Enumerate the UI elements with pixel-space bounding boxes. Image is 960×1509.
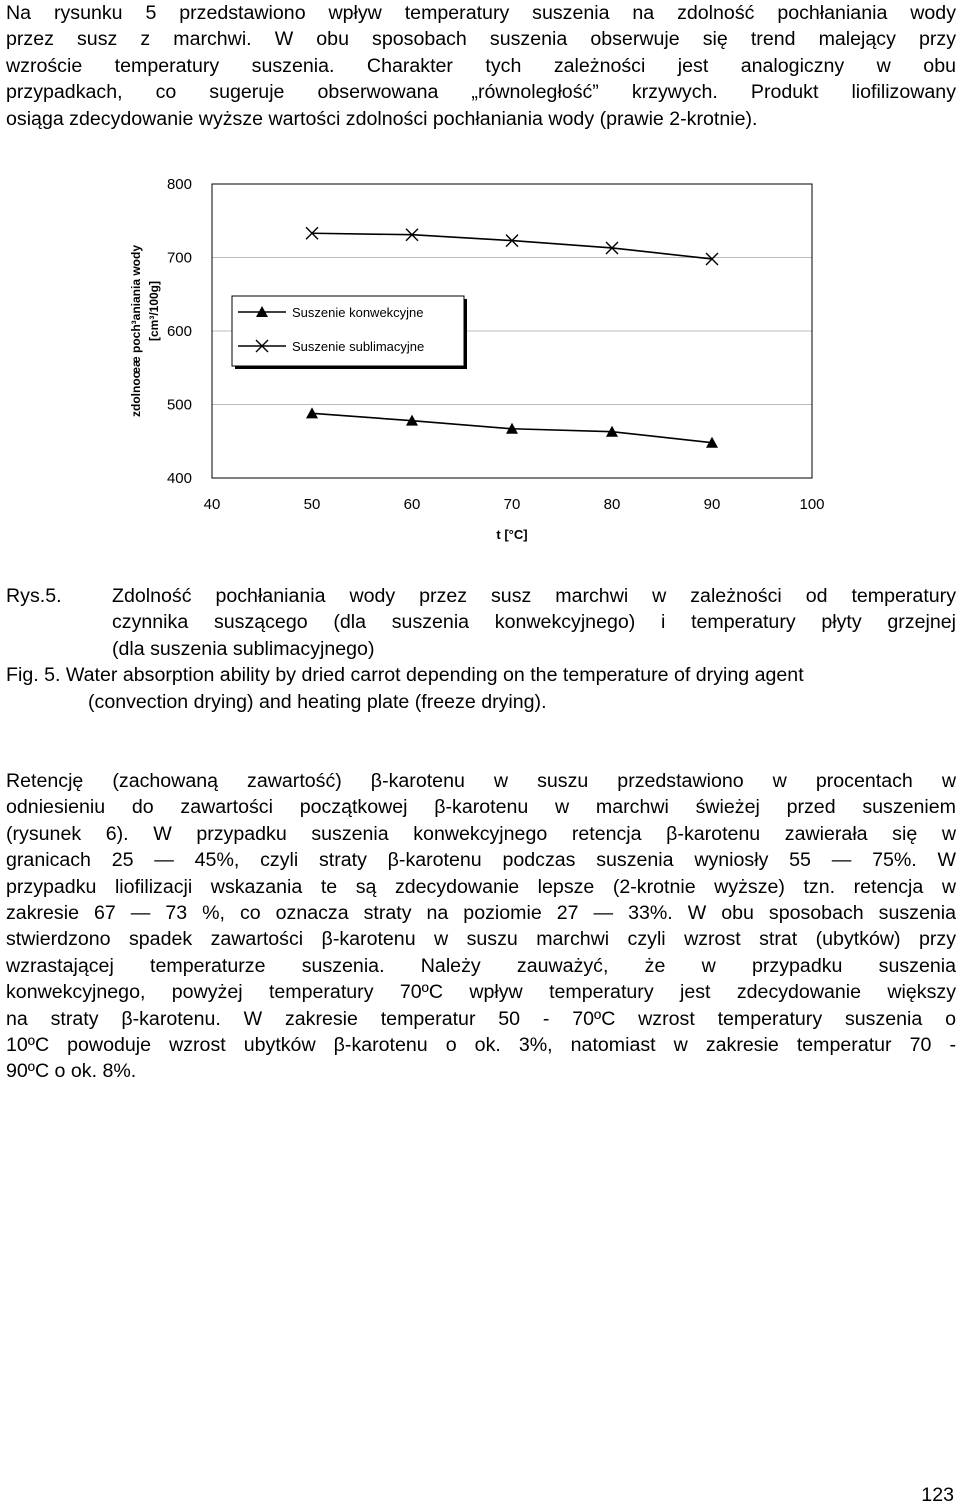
text-line: konwekcyjnego, powyżej temperatury 70ºC wpływ temperatury jest zdecydowanie większy [6, 981, 956, 1004]
caption-english: Fig. 5. Water absorption ability by dried carrot depending on the temperature of drying agent [6, 664, 804, 687]
figure-caption [6, 583, 956, 715]
chart-legend [232, 296, 467, 369]
caption-text [112, 583, 956, 662]
triangle-marker [306, 407, 318, 418]
water-absorption-chart [120, 168, 840, 548]
text-line: osiąga zdecydowanie wyższe wartości zdolności pochłaniania wody (prawie 2-krotnie). [6, 107, 758, 130]
series-line [312, 233, 712, 259]
caption-label: Rys.5. [6, 585, 62, 607]
caption-line: czynnika suszącego (dla suszenia konwekcyjnego) i temperatury płyty grzejnej [112, 611, 956, 634]
y-tick-labels [167, 176, 192, 487]
text-line: 10ºC powoduje wzrost ubytków β-karotenu o ok. 3%, natomiast w zakresie temperatur 70 - [6, 1034, 956, 1057]
x-tick-label: 60 [403, 496, 421, 513]
text-line: Retencję (zachowaną zawartość) β-karotenu w suszu przedstawiono w procentach w [6, 770, 956, 792]
body-paragraph [6, 768, 956, 1085]
y-axis-label-line1: zdolnoœæ poch³aniania wody [129, 245, 143, 417]
x-tick-label: 70 [503, 496, 521, 513]
text-line: granicach 25 — 45%, czyli straty β-karotenu podczas suszenia wyniosły 55 — 75%. W [6, 849, 956, 872]
series-sublimacyjne [306, 227, 718, 265]
legend-label: Suszenie sublimacyjne [292, 339, 425, 354]
x-tick-label: 90 [703, 496, 721, 513]
page-number: 123 [921, 1484, 954, 1506]
text-line: wzroście temperatury suszenia. Charakter tych zależności jest analogiczny w obu [6, 54, 956, 77]
y-axis-label [129, 245, 161, 417]
y-tick-label: 500 [166, 396, 192, 414]
text-line: (rysunek 6). W przypadku suszenia konwekcyjnego retencja β-karotenu zawierała się w [6, 822, 956, 845]
y-tick-label: 800 [166, 176, 192, 193]
text-line: na straty β-karotenu. W zakresie temperatur 50 - 70ºC wzrost temperatury suszenia o [6, 1007, 956, 1030]
x-tick-label: 80 [603, 496, 621, 513]
series-konwekcyjne [306, 407, 718, 447]
legend-label: Suszenie konwekcyjne [292, 305, 424, 320]
caption-line: Zdolność pochłaniania wody przez susz marchwi w zależności od temperatury [112, 585, 956, 607]
text-line: przypadkach, co sugeruje obserwowana „równoległość” krzywych. Produkt liofilizowany [6, 81, 956, 104]
text-line: zakresie 67 — 73 %, co oznacza straty na poziomie 27 — 33%. W obu sposobach suszenia [6, 902, 956, 925]
text-line: przypadku liofilizacji wskazania te są zdecydowanie lepsze (2-krotnie wyższe) tzn. retencja w [6, 875, 956, 898]
x-axis-label: t [°C] [496, 527, 528, 542]
y-tick-label: 700 [166, 249, 192, 267]
y-tick-label: 600 [166, 323, 192, 340]
x-tick-label: 40 [203, 496, 221, 513]
caption-english-cont: (convection drying) and heating plate (freeze drying). [88, 690, 547, 713]
text-line: stwierdzono spadek zawartości β-karotenu w suszu marchwi czyli wzrost strat (ubytków) przy [6, 928, 956, 951]
text-line: odniesieniu do zawartości początkowej β-karotenu w marchwi świeżej przed suszeniem [6, 796, 956, 819]
x-tick-label: 50 [303, 496, 321, 513]
x-tick-labels [204, 496, 825, 513]
intro-paragraph [6, 0, 956, 132]
y-tick-label: 400 [166, 470, 192, 487]
caption-line: (dla suszenia sublimacyjnego) [112, 637, 375, 660]
y-axis-label-line2: [cm³/100g] [147, 280, 161, 342]
caption-pl [6, 583, 956, 662]
text-line: 90ºC o ok. 8%. [6, 1060, 137, 1083]
text-line: Na rysunku 5 przedstawiono wpływ temperatury suszenia na zdolność pochłaniania wody [6, 2, 956, 24]
text-line: wzrastającej temperaturze suszenia. Należy zauważyć, że w przypadku suszenia [6, 954, 956, 977]
text-line: przez susz z marchwi. W obu sposobach suszenia obserwuje się trend malejący przy [6, 28, 956, 51]
x-tick-label: 100 [799, 496, 825, 513]
